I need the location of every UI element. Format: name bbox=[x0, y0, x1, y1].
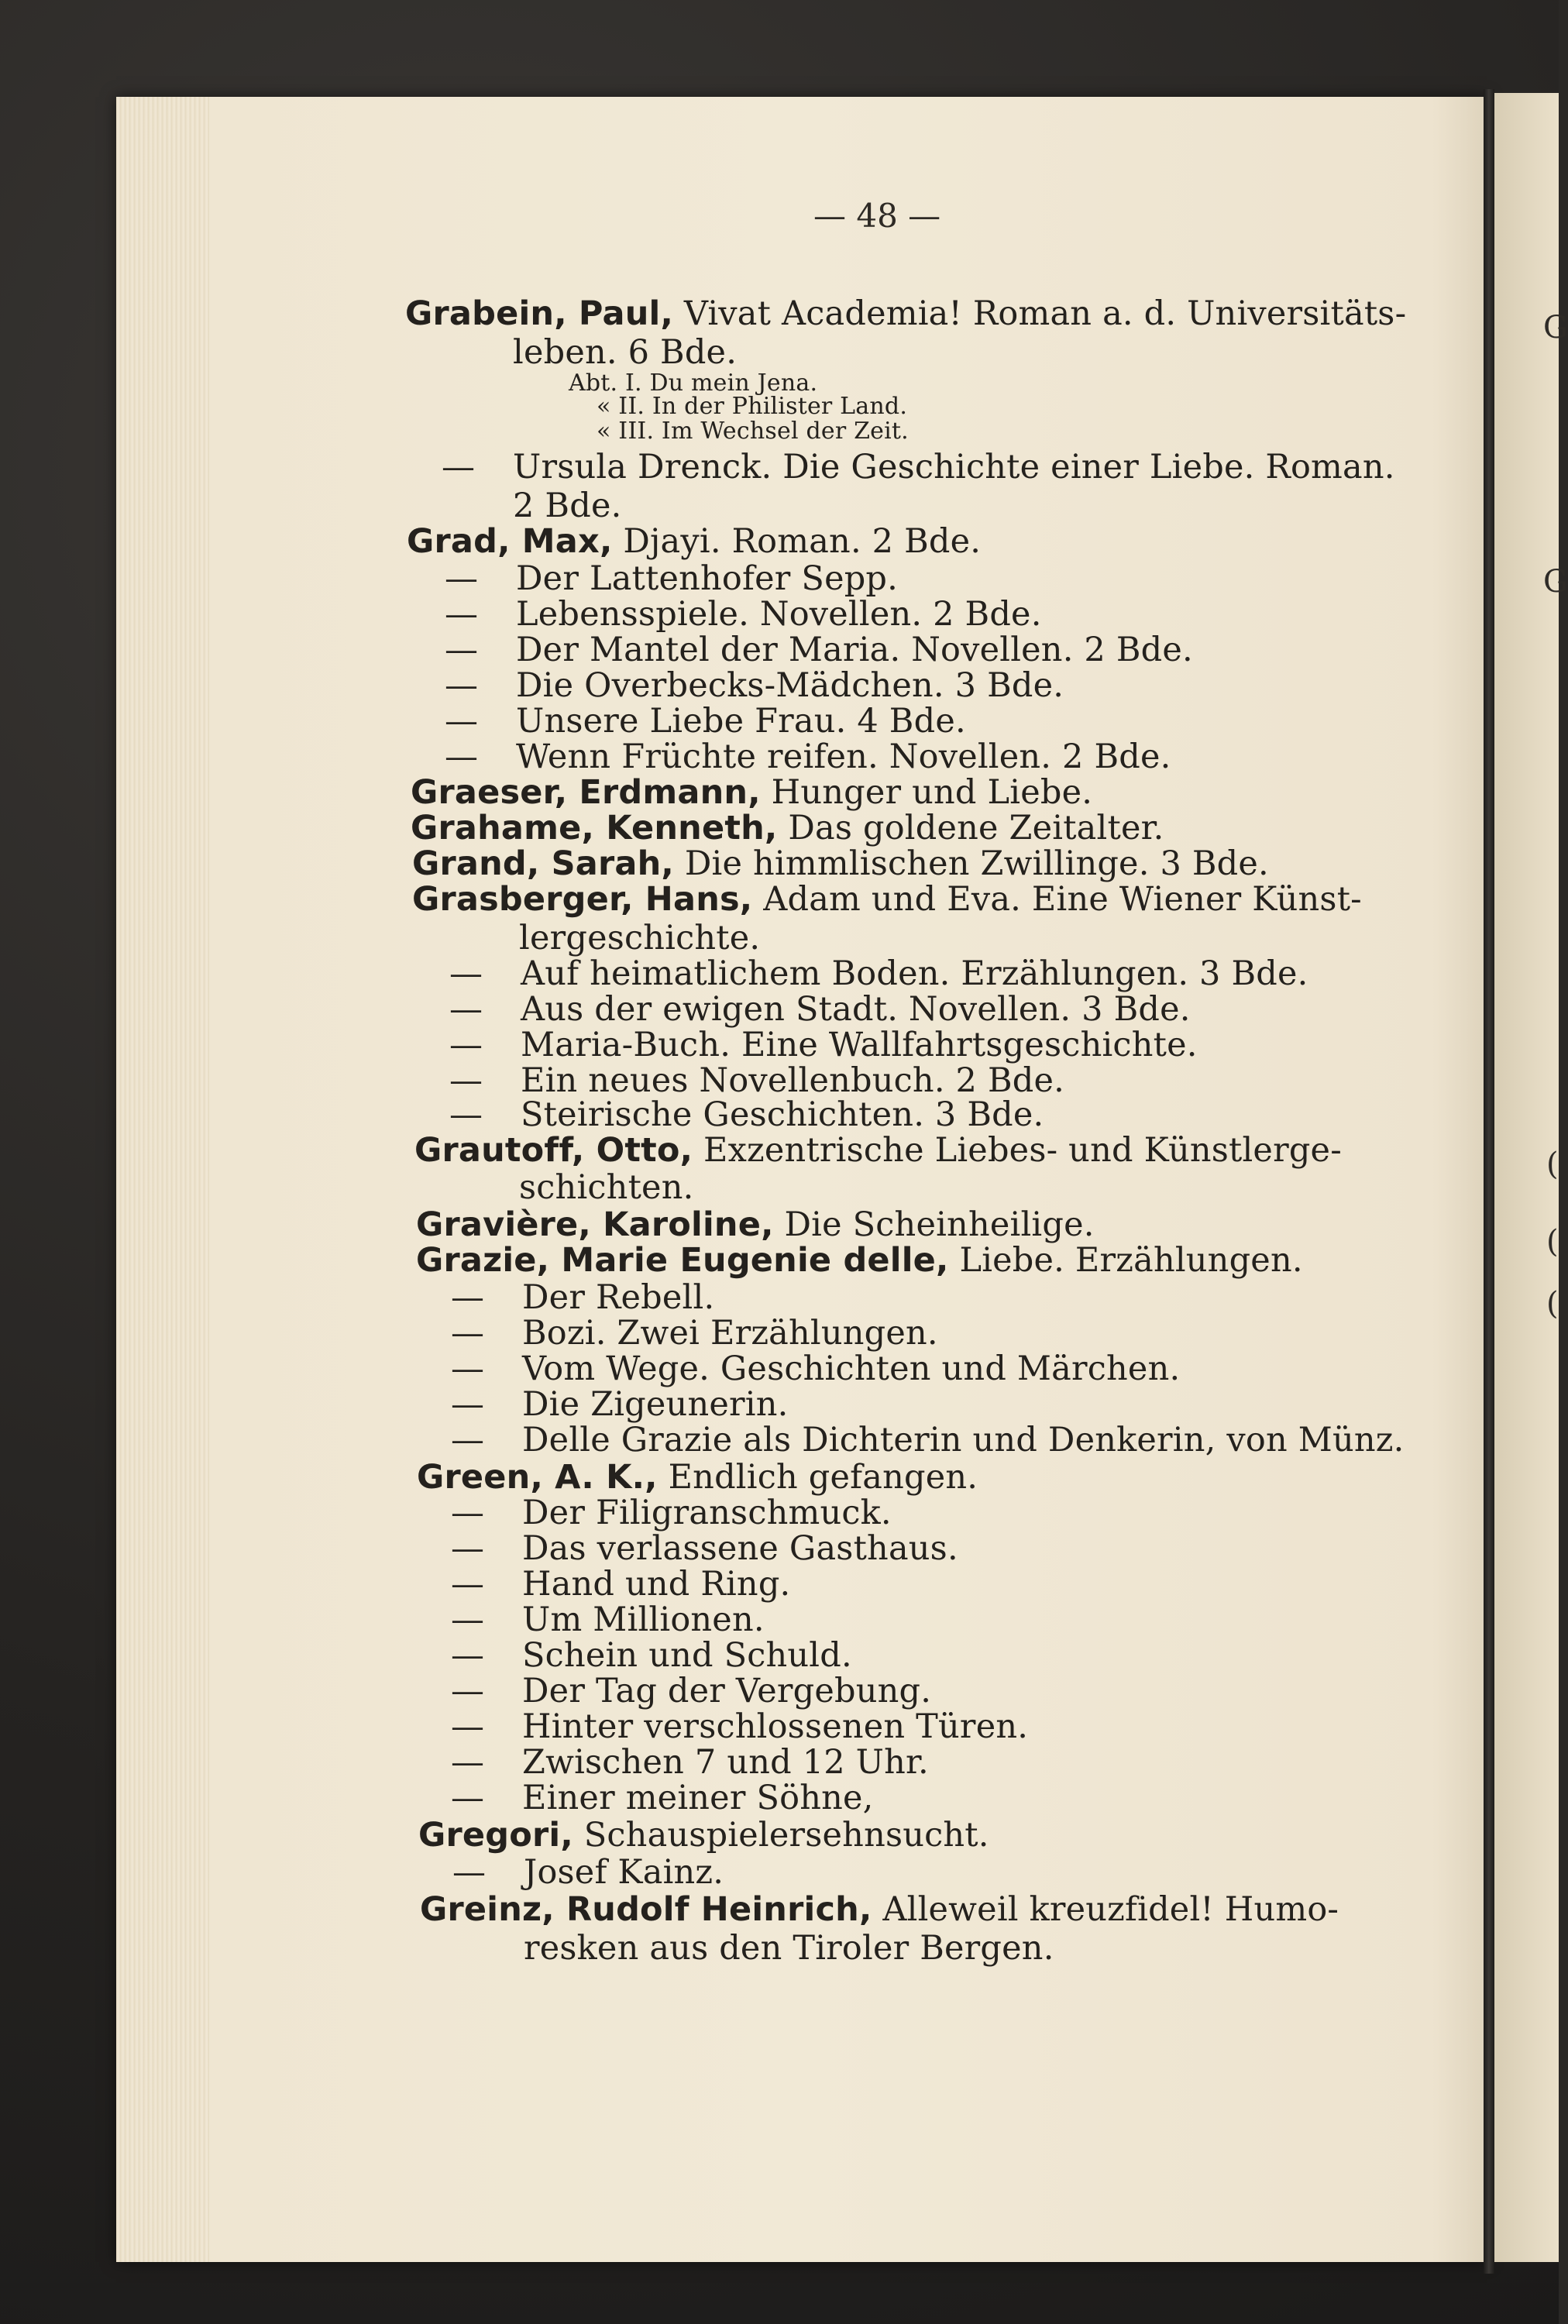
catalog-entry bbox=[405, 294, 1406, 333]
dash-mark: — bbox=[451, 1421, 485, 1459]
catalog-entry bbox=[416, 1205, 1095, 1244]
entry-text: Vivat Academia! Roman a. d. Universitäts- bbox=[672, 294, 1407, 333]
catalog-entry bbox=[418, 1816, 989, 1855]
dash-mark: — bbox=[451, 1636, 485, 1675]
entry-text: Die Overbecks-Mädchen. 3 Bde. bbox=[516, 666, 1064, 705]
entry-continuation: schichten. bbox=[519, 1168, 694, 1207]
author-name: Grahame, Kenneth, bbox=[411, 809, 778, 847]
catalog-entry bbox=[451, 1600, 765, 1639]
entry-text: Josef Kainz. bbox=[524, 1853, 724, 1892]
catalog-entry bbox=[411, 809, 1164, 847]
entry-text: Djayi. Roman. 2 Bde. bbox=[612, 522, 982, 561]
author-name: Greinz, Rudolf Heinrich, bbox=[420, 1890, 872, 1929]
catalog-entry bbox=[451, 1707, 1028, 1746]
entry-text: Die Zigeunerin. bbox=[522, 1385, 789, 1424]
entry-text: Endlich gefangen. bbox=[657, 1458, 978, 1497]
entry-text: Aus der ewigen Stadt. Novellen. 3 Bde. bbox=[521, 990, 1191, 1029]
entry-text: Das verlassene Gasthaus. bbox=[522, 1529, 958, 1568]
catalog-entry bbox=[445, 666, 1064, 705]
entry-text: Vom Wege. Geschichten und Märchen. bbox=[522, 1349, 1181, 1388]
entry-text: Hand und Ring. bbox=[522, 1565, 791, 1604]
author-name: Grad, Max, bbox=[407, 522, 613, 561]
adjacent-page-letter: ( bbox=[1546, 1286, 1559, 1322]
dash-mark: — bbox=[445, 737, 479, 776]
entry-text: Lebensspiele. Novellen. 2 Bde. bbox=[516, 595, 1042, 634]
catalog-entry bbox=[412, 880, 1362, 919]
catalog-entry bbox=[451, 1743, 929, 1782]
catalog-entry bbox=[449, 1095, 1044, 1134]
entry-text: Hunger und Liebe. bbox=[760, 773, 1093, 812]
dash-mark: — bbox=[451, 1743, 485, 1782]
catalog-entry bbox=[449, 990, 1191, 1029]
author-name: Graeser, Erdmann, bbox=[411, 773, 761, 812]
catalog-entry bbox=[445, 737, 1171, 776]
entry-text: Um Millionen. bbox=[522, 1600, 765, 1639]
adjacent-page-letter: ( bbox=[1546, 1224, 1559, 1260]
dash-mark: — bbox=[449, 1026, 483, 1064]
entry-text: Maria-Buch. Eine Wallfahrtsgeschichte. bbox=[521, 1026, 1198, 1064]
entry-text: Bozi. Zwei Erzählungen. bbox=[522, 1314, 938, 1353]
dash-mark: — bbox=[451, 1349, 485, 1388]
catalog-entry bbox=[416, 1241, 1303, 1280]
dash-mark: — bbox=[449, 1061, 483, 1100]
sub-entry: Abt. I. Du mein Jena. bbox=[569, 370, 818, 397]
catalog-entry bbox=[420, 1890, 1339, 1929]
entry-text: Das goldene Zeitalter. bbox=[777, 809, 1164, 847]
catalog-entry bbox=[407, 522, 981, 561]
catalog-entry bbox=[449, 1026, 1198, 1064]
adjacent-page-letter: G bbox=[1543, 564, 1568, 600]
author-name: Green, A. K., bbox=[417, 1458, 658, 1497]
dash-mark: — bbox=[445, 702, 479, 741]
catalog-entry bbox=[451, 1421, 1404, 1459]
dash-mark: — bbox=[452, 1853, 487, 1892]
dash-mark: — bbox=[442, 448, 476, 486]
entry-text: Der Lattenhofer Sepp. bbox=[516, 559, 899, 598]
author-name: Gravière, Karoline, bbox=[416, 1205, 774, 1244]
author-name: Grautoff, Otto, bbox=[414, 1131, 693, 1170]
entry-text: Die Scheinheilige. bbox=[773, 1205, 1095, 1244]
adjacent-page-letter: ( bbox=[1546, 1147, 1559, 1182]
dash-mark: — bbox=[451, 1278, 485, 1317]
catalog-entry bbox=[451, 1385, 788, 1424]
catalog-entry bbox=[451, 1779, 874, 1817]
entry-text: Exzentrische Liebes- und Künstlerge- bbox=[693, 1131, 1342, 1170]
sub-entry: « II. In der Philister Land. bbox=[597, 393, 908, 420]
catalog-entry bbox=[442, 448, 1395, 486]
entry-continuation: 2 Bde. bbox=[513, 486, 622, 525]
catalog-entry bbox=[451, 1278, 714, 1317]
catalog-entry bbox=[414, 1131, 1342, 1170]
catalog-entry bbox=[451, 1672, 931, 1710]
dash-mark: — bbox=[449, 1095, 483, 1134]
dash-mark: — bbox=[451, 1385, 485, 1424]
entry-text: Unsere Liebe Frau. 4 Bde. bbox=[516, 702, 966, 741]
entry-text: Der Filigranschmuck. bbox=[522, 1494, 892, 1532]
catalog-entry bbox=[417, 1458, 978, 1497]
dash-mark: — bbox=[445, 595, 479, 634]
catalog-entry bbox=[412, 844, 1269, 883]
entry-text: Wenn Früchte reifen. Novellen. 2 Bde. bbox=[516, 737, 1171, 776]
entry-text: Delle Grazie als Dichterin und Denkerin, von Münz. bbox=[522, 1421, 1405, 1459]
catalog-entry bbox=[451, 1494, 892, 1532]
catalog-entry bbox=[445, 631, 1193, 669]
dash-mark: — bbox=[449, 990, 483, 1029]
entry-text: Liebe. Erzählungen. bbox=[948, 1241, 1303, 1280]
catalog-entry bbox=[451, 1349, 1180, 1388]
entry-text: Hinter verschlossenen Türen. bbox=[522, 1707, 1029, 1746]
dash-mark: — bbox=[451, 1314, 485, 1353]
adjacent-page-letter: G bbox=[1543, 310, 1568, 346]
dash-mark: — bbox=[445, 666, 479, 705]
catalog-entry bbox=[449, 954, 1308, 993]
entry-text: Schauspielersehnsucht. bbox=[573, 1816, 989, 1855]
entry-text: Alleweil kreuzfidel! Humo- bbox=[872, 1890, 1339, 1929]
catalog-entry bbox=[449, 1061, 1064, 1100]
entry-text: Schein und Schuld. bbox=[522, 1636, 852, 1675]
author-name: Grand, Sarah, bbox=[412, 844, 674, 883]
author-name: Gregori, bbox=[418, 1816, 573, 1855]
catalog-entry bbox=[445, 559, 898, 598]
catalog-entry bbox=[445, 595, 1042, 634]
dash-mark: — bbox=[451, 1494, 485, 1532]
entry-text: Die himmlischen Zwillinge. 3 Bde. bbox=[673, 844, 1269, 883]
entry-continuation: resken aus den Tiroler Bergen. bbox=[524, 1929, 1054, 1968]
dash-mark: — bbox=[451, 1529, 485, 1568]
dash-mark: — bbox=[451, 1779, 485, 1817]
catalog-entry bbox=[445, 702, 966, 741]
entry-text: Der Mantel der Maria. Novellen. 2 Bde. bbox=[516, 631, 1193, 669]
entry-text: Der Tag der Vergebung. bbox=[522, 1672, 932, 1710]
entry-text: Zwischen 7 und 12 Uhr. bbox=[522, 1743, 929, 1782]
page-number: — 48 — bbox=[813, 197, 941, 235]
catalog-entry bbox=[451, 1565, 790, 1604]
sub-entry: « III. Im Wechsel der Zeit. bbox=[597, 418, 909, 445]
entry-text: Auf heimatlichem Boden. Erzählungen. 3 Bde. bbox=[521, 954, 1308, 993]
entry-text: Steirische Geschichten. 3 Bde. bbox=[521, 1095, 1044, 1134]
entry-text: Ein neues Novellenbuch. 2 Bde. bbox=[521, 1061, 1065, 1100]
dash-mark: — bbox=[451, 1672, 485, 1710]
entry-continuation: lergeschichte. bbox=[519, 919, 761, 957]
catalog-entry bbox=[451, 1314, 938, 1353]
dash-mark: — bbox=[449, 954, 483, 993]
dash-mark: — bbox=[451, 1707, 485, 1746]
author-name: Grazie, Marie Eugenie delle, bbox=[416, 1241, 949, 1280]
author-name: Grasberger, Hans, bbox=[412, 880, 753, 919]
dash-mark: — bbox=[451, 1565, 485, 1604]
entry-text: Adam und Eva. Eine Wiener Künst- bbox=[752, 880, 1362, 919]
entry-text: Ursula Drenck. Die Geschichte einer Liebe. Roman. bbox=[513, 448, 1395, 486]
entry-continuation: leben. 6 Bde. bbox=[513, 333, 738, 372]
catalog-entry bbox=[451, 1529, 958, 1568]
catalog-entry bbox=[451, 1636, 852, 1675]
author-name: Grabein, Paul, bbox=[405, 294, 673, 333]
entry-text: Einer meiner Söhne, bbox=[522, 1779, 874, 1817]
entry-text: Der Rebell. bbox=[522, 1278, 715, 1317]
dash-mark: — bbox=[451, 1600, 485, 1639]
catalog-entry bbox=[452, 1853, 724, 1892]
catalog-entry bbox=[411, 773, 1092, 812]
dash-mark: — bbox=[445, 631, 479, 669]
dash-mark: — bbox=[445, 559, 479, 598]
